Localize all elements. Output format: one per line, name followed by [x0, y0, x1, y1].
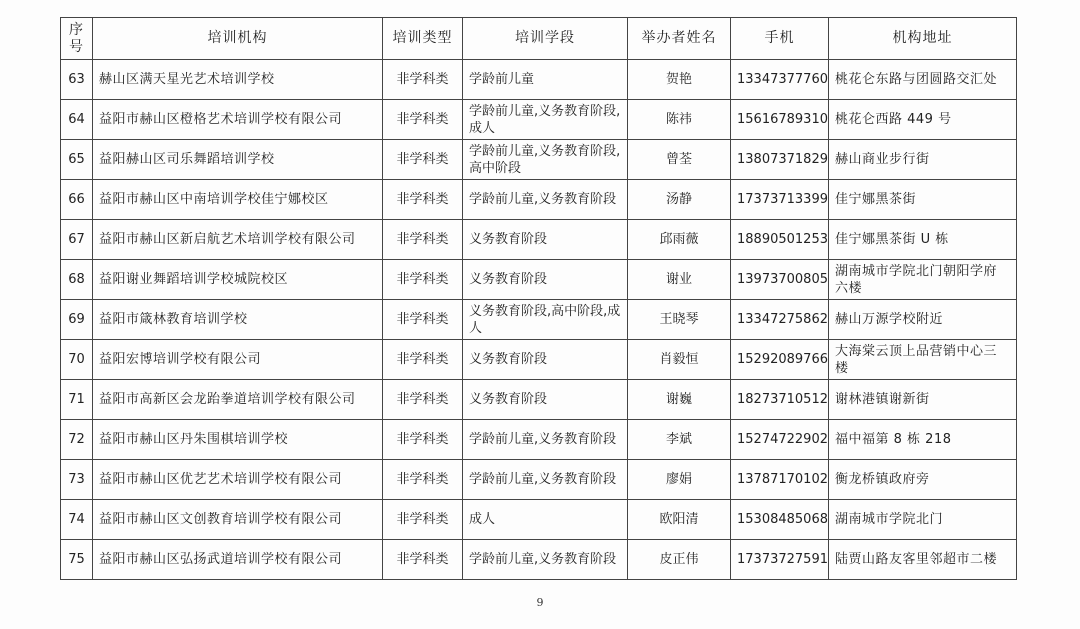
cell-address: 湖南城市学院北门朝阳学府六楼	[829, 260, 1017, 300]
cell-organizer: 欧阳清	[628, 500, 731, 540]
cell-phone: 13973700805	[731, 260, 829, 300]
cell-organizer: 王晓琴	[628, 300, 731, 340]
cell-type: 非学科类	[383, 140, 463, 180]
cell-stage: 义务教育阶段	[463, 220, 628, 260]
table-row	[61, 460, 1017, 500]
cell-phone: 15308485068	[731, 500, 829, 540]
cell-institution: 益阳市赫山区橙格艺术培训学校有限公司	[93, 100, 383, 140]
table-row	[61, 60, 1017, 100]
cell-stage: 义务教育阶段	[463, 260, 628, 300]
cell-institution: 益阳市赫山区文创教育培训学校有限公司	[93, 500, 383, 540]
table-row	[61, 540, 1017, 580]
cell-address: 赫山万源学校附近	[829, 300, 1017, 340]
cell-seq: 68	[61, 260, 93, 300]
header-organizer: 举办者姓名	[628, 18, 731, 60]
cell-institution: 益阳宏博培训学校有限公司	[93, 340, 383, 380]
header-institution: 培训机构	[93, 18, 383, 60]
cell-stage: 学龄前儿童,义务教育阶段	[463, 540, 628, 580]
header-phone: 手机	[731, 18, 829, 60]
cell-phone: 15292089766	[731, 340, 829, 380]
cell-organizer: 肖毅恒	[628, 340, 731, 380]
cell-phone: 15274722902	[731, 420, 829, 460]
cell-type: 非学科类	[383, 220, 463, 260]
cell-address: 桃花仑东路与团圆路交汇处	[829, 60, 1017, 100]
cell-type: 非学科类	[383, 500, 463, 540]
cell-type: 非学科类	[383, 340, 463, 380]
cell-address: 福中福第 8 栋 218	[829, 420, 1017, 460]
cell-stage: 义务教育阶段	[463, 380, 628, 420]
cell-type: 非学科类	[383, 420, 463, 460]
cell-organizer: 陈祎	[628, 100, 731, 140]
cell-phone: 13807371829	[731, 140, 829, 180]
cell-institution: 益阳市赫山区中南培训学校佳宁娜校区	[93, 180, 383, 220]
cell-type: 非学科类	[383, 540, 463, 580]
cell-stage: 学龄前儿童,义务教育阶段	[463, 180, 628, 220]
cell-institution: 益阳市赫山区弘扬武道培训学校有限公司	[93, 540, 383, 580]
cell-institution: 益阳赫山区司乐舞蹈培训学校	[93, 140, 383, 180]
cell-institution: 益阳市赫山区新启航艺术培训学校有限公司	[93, 220, 383, 260]
cell-seq: 74	[61, 500, 93, 540]
table-row	[61, 380, 1017, 420]
cell-organizer: 邱雨薇	[628, 220, 731, 260]
cell-stage: 学龄前儿童,义务教育阶段	[463, 420, 628, 460]
cell-seq: 70	[61, 340, 93, 380]
cell-stage: 义务教育阶段	[463, 340, 628, 380]
cell-phone: 18890501253	[731, 220, 829, 260]
cell-stage: 学龄前儿童,义务教育阶段,高中阶段	[463, 140, 628, 180]
cell-seq: 63	[61, 60, 93, 100]
table-row	[61, 140, 1017, 180]
cell-address: 佳宁娜黑茶街	[829, 180, 1017, 220]
table-body	[61, 60, 1017, 580]
cell-address: 衡龙桥镇政府旁	[829, 460, 1017, 500]
table-row	[61, 220, 1017, 260]
cell-seq: 64	[61, 100, 93, 140]
cell-organizer: 汤静	[628, 180, 731, 220]
cell-institution: 益阳市高新区会龙跆拳道培训学校有限公司	[93, 380, 383, 420]
cell-type: 非学科类	[383, 180, 463, 220]
cell-organizer: 谢业	[628, 260, 731, 300]
cell-organizer: 皮正伟	[628, 540, 731, 580]
cell-institution: 益阳市赫山区优艺艺术培训学校有限公司	[93, 460, 383, 500]
table-row	[61, 340, 1017, 380]
table-row	[61, 100, 1017, 140]
cell-seq: 71	[61, 380, 93, 420]
table-row	[61, 500, 1017, 540]
cell-phone: 15616789310	[731, 100, 829, 140]
cell-seq: 75	[61, 540, 93, 580]
cell-phone: 13787170102	[731, 460, 829, 500]
cell-address: 湖南城市学院北门	[829, 500, 1017, 540]
cell-stage: 学龄前儿童,义务教育阶段,成人	[463, 100, 628, 140]
table-header-row	[61, 18, 1017, 60]
cell-stage: 义务教育阶段,高中阶段,成人	[463, 300, 628, 340]
cell-seq: 72	[61, 420, 93, 460]
cell-organizer: 贺艳	[628, 60, 731, 100]
cell-address: 佳宁娜黑茶街 U 栋	[829, 220, 1017, 260]
cell-type: 非学科类	[383, 100, 463, 140]
header-stage: 培训学段	[463, 18, 628, 60]
table-row	[61, 420, 1017, 460]
cell-phone: 18273710512	[731, 380, 829, 420]
cell-address: 大海棠云顶上品营销中心三楼	[829, 340, 1017, 380]
header-type: 培训类型	[383, 18, 463, 60]
cell-seq: 69	[61, 300, 93, 340]
cell-institution: 益阳谢业舞蹈培训学校城院校区	[93, 260, 383, 300]
table-row	[61, 300, 1017, 340]
cell-phone: 13347275862	[731, 300, 829, 340]
header-address: 机构地址	[829, 18, 1017, 60]
cell-organizer: 谢巍	[628, 380, 731, 420]
cell-stage: 学龄前儿童,义务教育阶段	[463, 460, 628, 500]
cell-organizer: 廖娟	[628, 460, 731, 500]
cell-phone: 17373727591	[731, 540, 829, 580]
cell-seq: 65	[61, 140, 93, 180]
page-number: 9	[536, 596, 544, 609]
cell-address: 陆贾山路友客里邻超市二楼	[829, 540, 1017, 580]
cell-type: 非学科类	[383, 60, 463, 100]
cell-address: 桃花仑西路 449 号	[829, 100, 1017, 140]
cell-seq: 73	[61, 460, 93, 500]
cell-phone: 17373713399	[731, 180, 829, 220]
header-seq: 序号	[61, 18, 93, 60]
training-institution-table	[60, 17, 1017, 580]
cell-organizer: 李斌	[628, 420, 731, 460]
cell-address: 谢林港镇谢新街	[829, 380, 1017, 420]
cell-type: 非学科类	[383, 260, 463, 300]
cell-stage: 学龄前儿童	[463, 60, 628, 100]
table-row	[61, 180, 1017, 220]
cell-phone: 13347377760	[731, 60, 829, 100]
cell-type: 非学科类	[383, 460, 463, 500]
cell-type: 非学科类	[383, 300, 463, 340]
table-row	[61, 260, 1017, 300]
cell-type: 非学科类	[383, 380, 463, 420]
cell-organizer: 曾荃	[628, 140, 731, 180]
cell-address: 赫山商业步行街	[829, 140, 1017, 180]
cell-institution: 益阳市箴林教育培训学校	[93, 300, 383, 340]
cell-seq: 66	[61, 180, 93, 220]
cell-institution: 益阳市赫山区丹朱围棋培训学校	[93, 420, 383, 460]
cell-institution: 赫山区满天星光艺术培训学校	[93, 60, 383, 100]
cell-stage: 成人	[463, 500, 628, 540]
cell-seq: 67	[61, 220, 93, 260]
